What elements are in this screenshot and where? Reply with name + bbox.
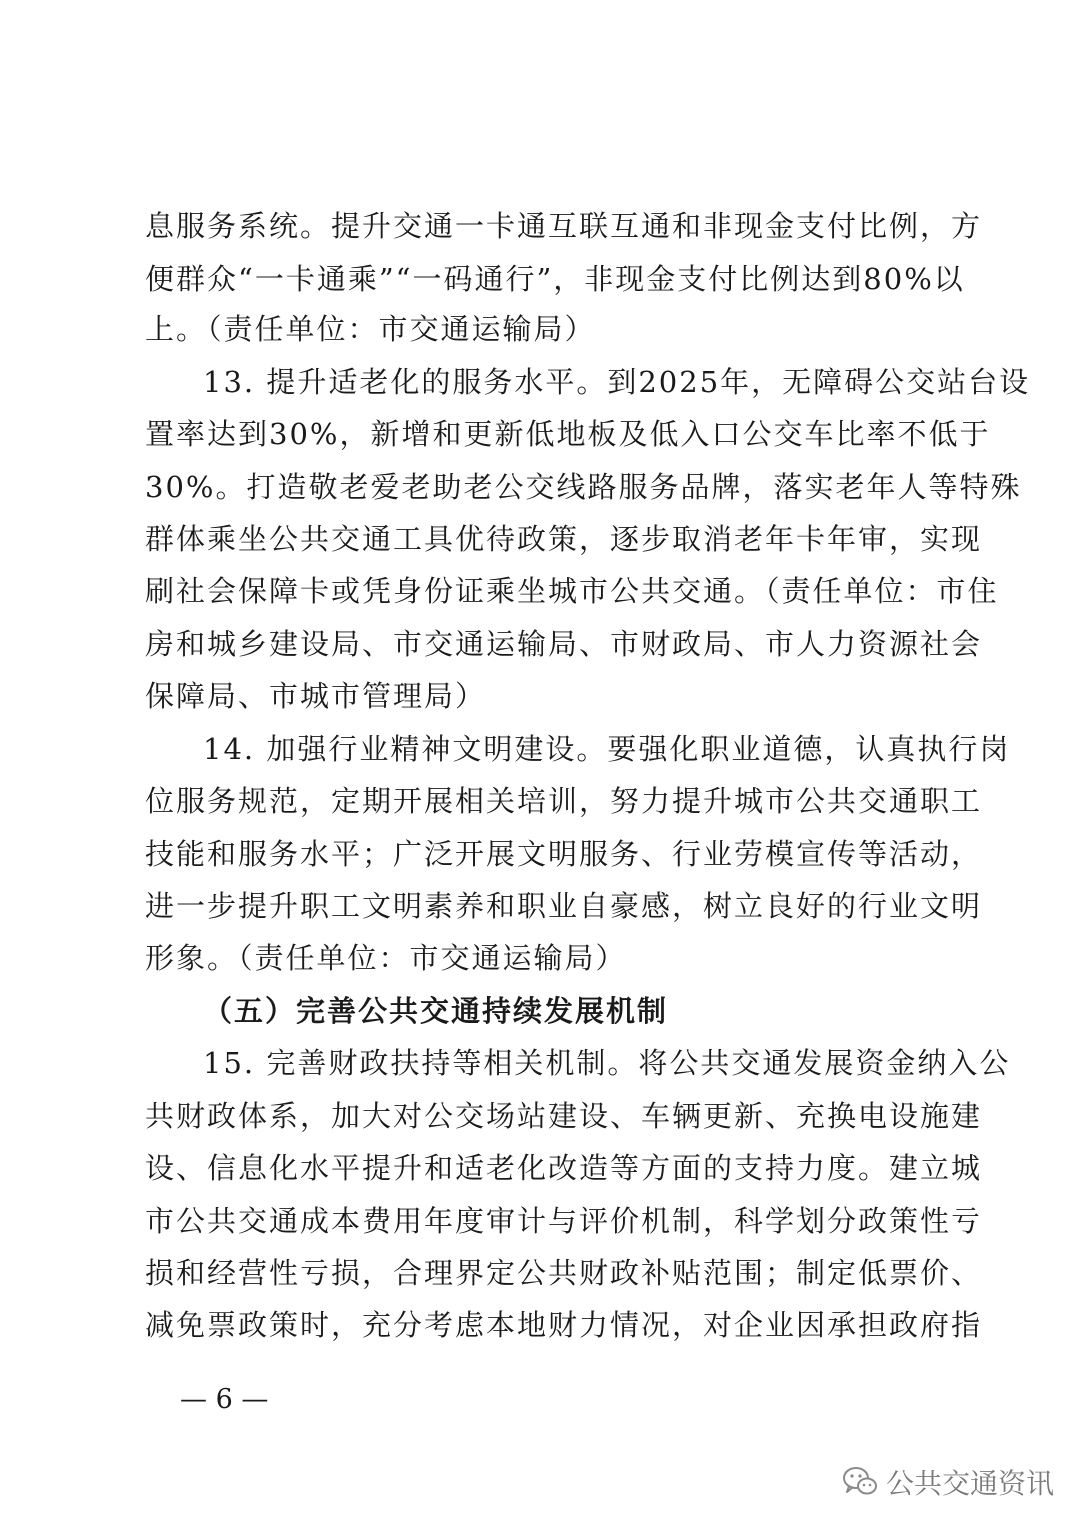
text-line: 减免票政策时，充分考虑本地财力情况，对企业因承担政府指 xyxy=(145,1308,983,1342)
text-line: 房和城乡建设局、市交通运输局、市财政局、市人力资源社会 xyxy=(145,627,983,661)
text-line: 技能和服务水平；广泛开展文明服务、行业劳模宣传等活动， xyxy=(145,837,983,871)
page-number: — 6 — xyxy=(180,1384,269,1415)
text-line: 位服务规范，定期开展相关培训，努力提升城市公共交通职工 xyxy=(145,784,983,818)
text-line: 刷社会保障卡或凭身份证乘坐城市公共交通。（责任单位：市住 xyxy=(145,574,999,608)
item-13-title-line: 13. 提升适老化的服务水平。到2025年，无障碍公交站台设 xyxy=(203,365,1031,399)
text-line: 保障局、市城市管理局） xyxy=(145,679,487,713)
text-line: 进一步提升职工文明素养和职业自豪感，树立良好的行业文明 xyxy=(145,889,983,923)
text-line: 息服务系统。提升交通一卡通互联互通和非现金支付比例，方 xyxy=(145,209,983,243)
item-15-title-line: 15. 完善财政扶持等相关机制。将公共交通发展资金纳入公 xyxy=(203,1046,1011,1080)
text-line: 形象。（责任单位：市交通运输局） xyxy=(145,941,627,975)
wechat-icon xyxy=(842,1466,878,1498)
item-14-title-line: 14. 加强行业精神文明建设。要强化职业道德，认真执行岗 xyxy=(203,732,1011,766)
text-line: 共财政体系，加大对公交场站建设、车辆更新、充换电设施建 xyxy=(145,1099,983,1133)
watermark-label: 公共交通资讯 xyxy=(886,1467,1055,1500)
text-line: 损和经营性亏损，合理界定公共财政补贴范围；制定低票价、 xyxy=(145,1256,983,1290)
text-line: 市公共交通成本费用年度审计与评价机制，科学划分政策性亏 xyxy=(145,1204,983,1238)
text-line: 置率达到30%，新增和更新低地板及低入口公交车比率不低于 xyxy=(145,417,991,451)
watermark xyxy=(842,1460,1054,1504)
text-line: 群体乘坐公共交通工具优待政策，逐步取消老年卡年审，实现 xyxy=(145,522,983,556)
section-heading: （五）完善公共交通持续发展机制 xyxy=(203,994,669,1028)
text-line: 便群众“一卡通乘”“一码通行”，非现金支付比例达到80%以 xyxy=(145,262,965,296)
text-line: 上。（责任单位：市交通运输局） xyxy=(145,312,596,346)
text-line: 30%。打造敬老爱老助老公交线路服务品牌，落实老年人等特殊 xyxy=(145,470,1022,504)
text-line: 设、信息化水平提升和适老化改造等方面的支持力度。建立城 xyxy=(145,1151,983,1185)
